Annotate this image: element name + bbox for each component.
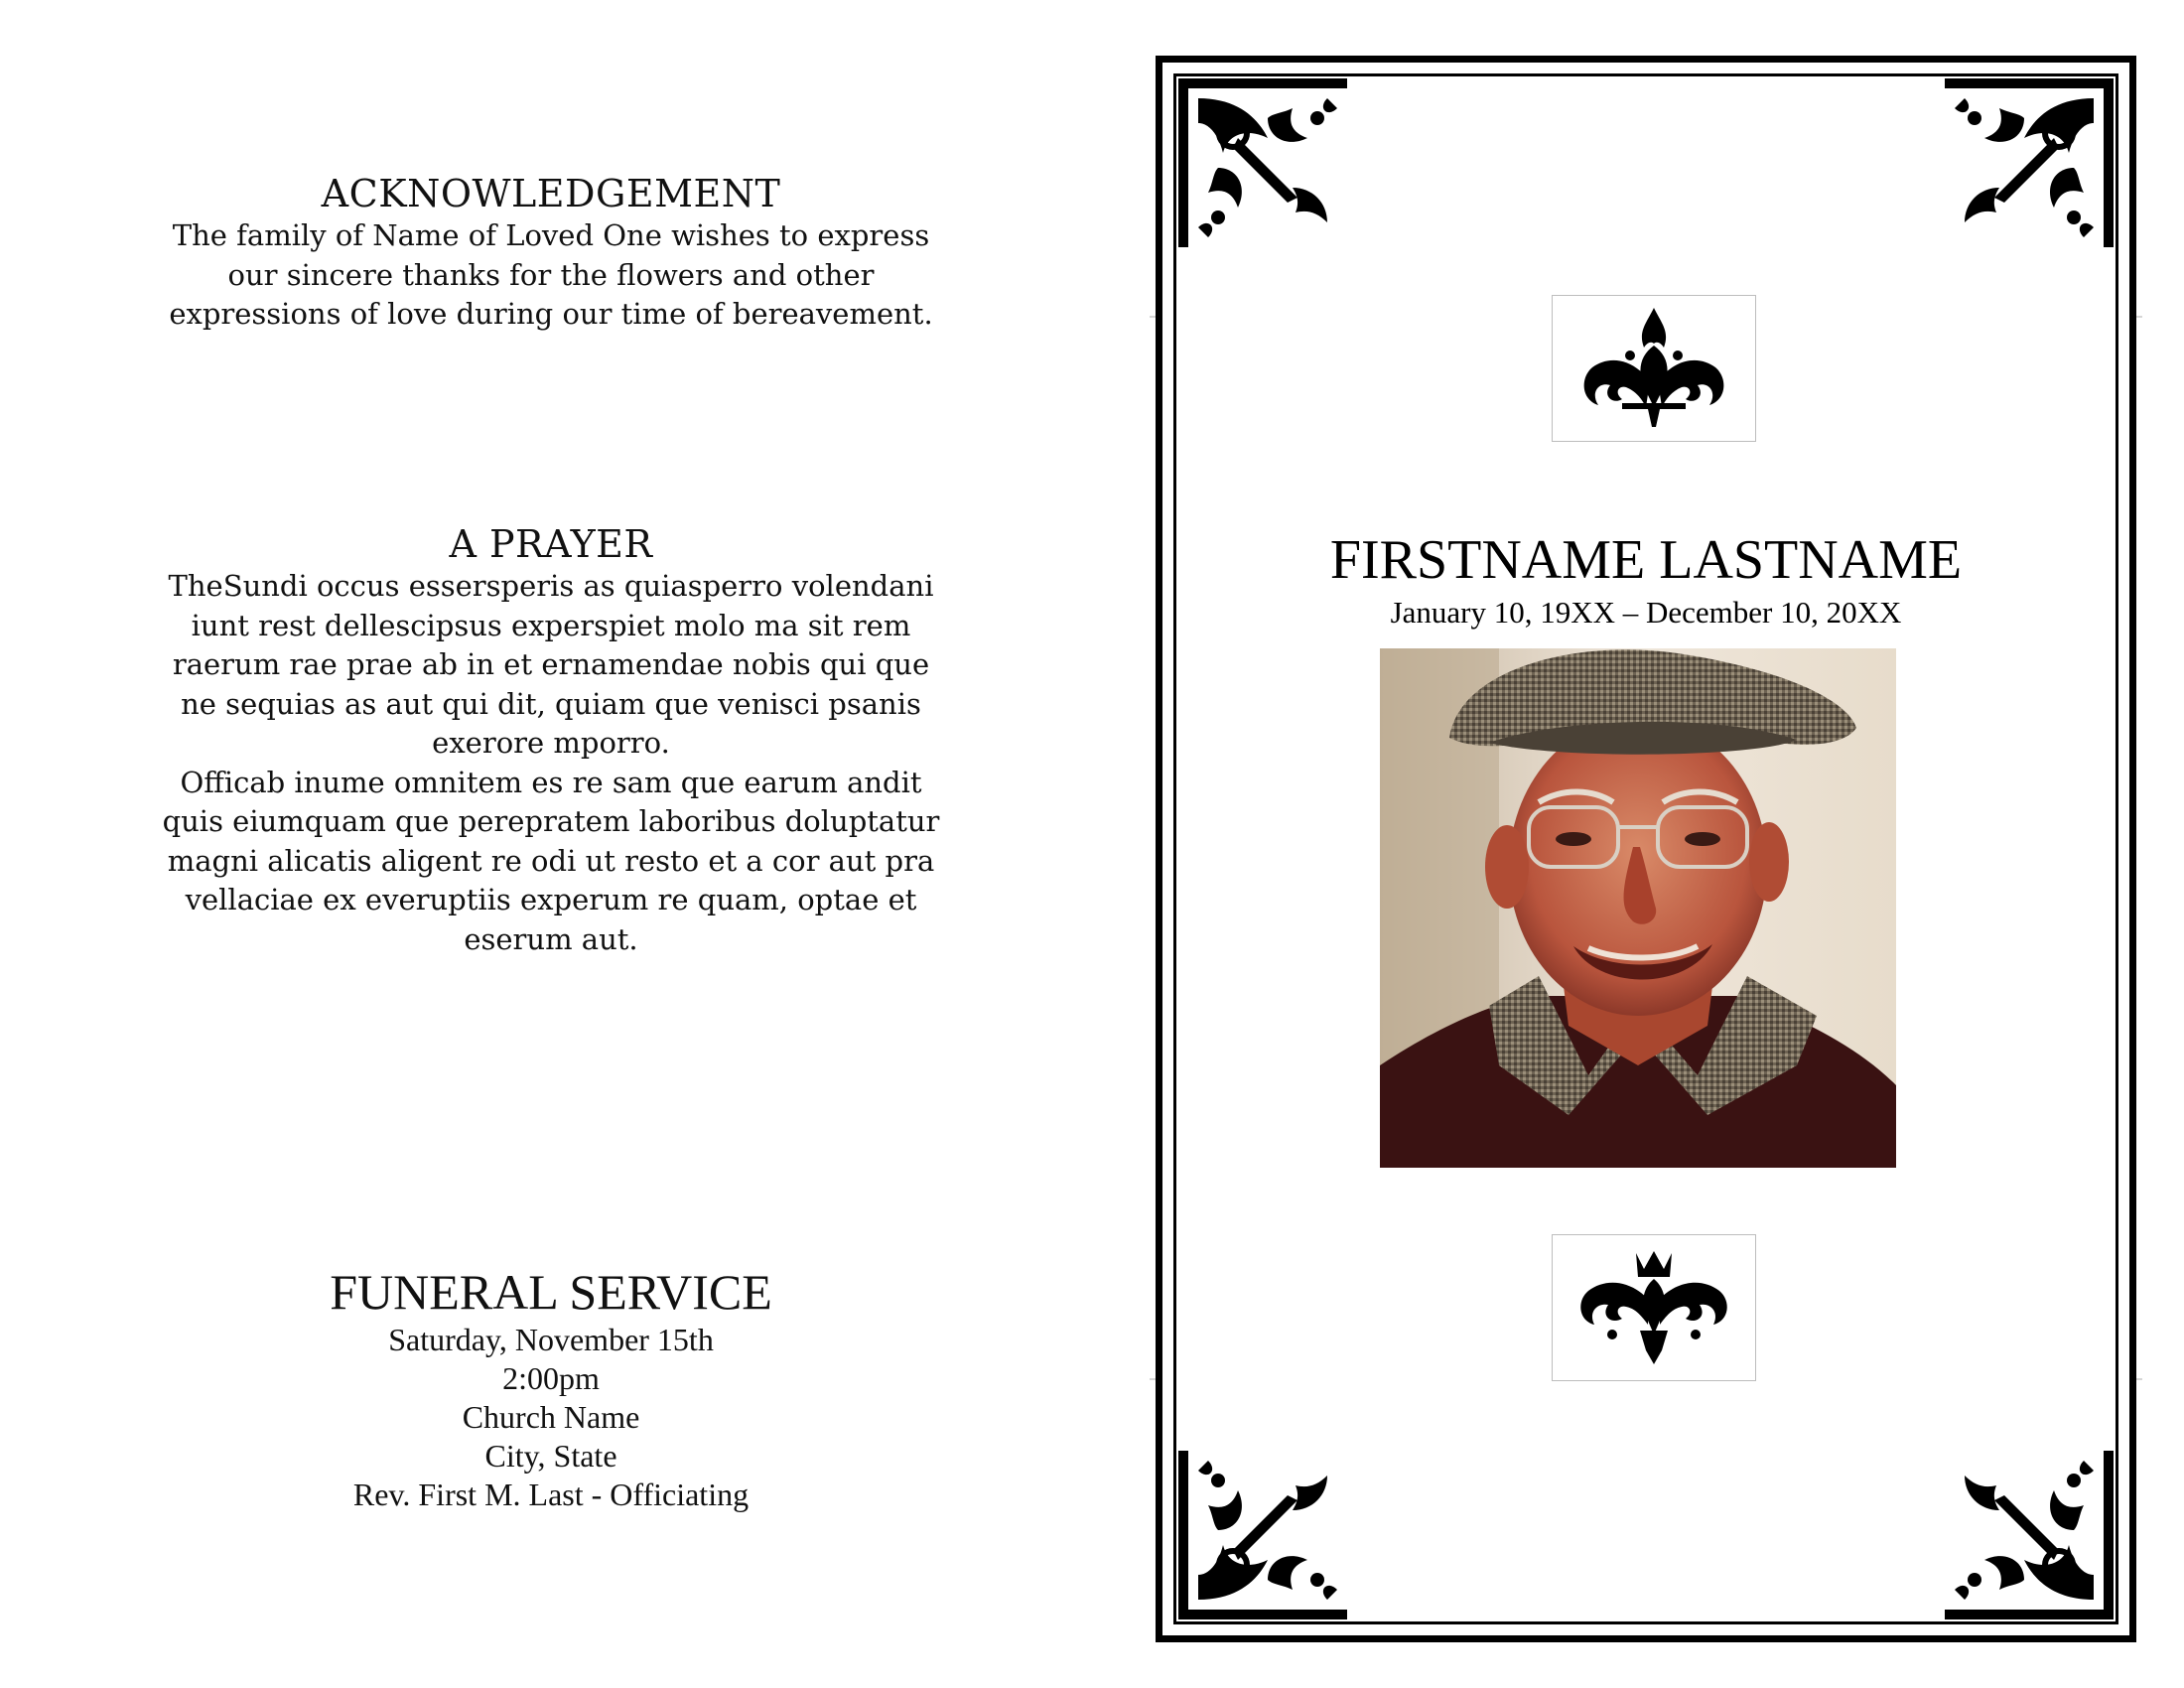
prayer-heading: A PRAYER (449, 522, 653, 566)
service-church: Church Name (462, 1399, 640, 1435)
flourish-corner-icon (1945, 78, 2114, 247)
life-dates: January 10, 19XX – December 10, 20XX (1390, 595, 1902, 630)
flourish-corner-icon (1178, 1451, 1347, 1619)
service-location: City, State (484, 1438, 617, 1474)
prayer-section (159, 521, 943, 959)
bottom-ornament-frame (1552, 1234, 1756, 1381)
flourish-corner-icon (1178, 78, 1347, 247)
funeral-service-section (159, 1263, 943, 1514)
prayer-line: TheSundi occus essersperis as quiasperro volendani (168, 569, 934, 603)
prayer-line: magni alicatis aligent re odi ut resto et a cor aut pra (167, 843, 935, 878)
prayer-line: exerore mporro. (432, 726, 670, 760)
flourish-corner-icon (1945, 1451, 2114, 1619)
portrait-photo (1380, 648, 1896, 1168)
prayer-line: ne sequias as aut qui dit, quiam que venisci psanis (181, 686, 921, 721)
service-date: Saturday, November 15th (388, 1322, 714, 1357)
prayer-line: iunt rest dellescipsus experspiet molo ma sit rem (191, 608, 911, 642)
prayer-line: quis eiumquam que perepratem laboribus doluptatur (162, 804, 940, 838)
deceased-name: FIRSTNAME LASTNAME (1329, 529, 1963, 591)
fleur-de-lis-ornament-icon (1553, 296, 1755, 441)
acknowledgement-line: our sincere thanks for the flowers and other (227, 257, 875, 292)
funeral-service-details (159, 1321, 943, 1514)
prayer-text (159, 567, 943, 959)
funeral-service-heading: FUNERAL SERVICE (330, 1264, 772, 1320)
acknowledgement-section (159, 171, 943, 335)
prayer-line: raerum rae prae ab in et ernamendae nobis qui que (172, 647, 930, 681)
prayer-line: eserum aut. (464, 921, 638, 956)
acknowledgement-text (159, 216, 943, 335)
acknowledgement-heading: ACKNOWLEDGEMENT (321, 172, 781, 215)
prayer-line: vellaciae ex everuptiis experum re quam, optae et (185, 883, 917, 916)
acknowledgement-line: The family of Name of Loved One wishes to express (172, 218, 930, 252)
service-time: 2:00pm (502, 1360, 600, 1396)
prayer-line: Officab inume omnitem es re sam que earum andit (180, 765, 922, 799)
acknowledgement-line: expressions of love during our time of bereavement. (169, 297, 933, 331)
crown-scroll-ornament-icon (1553, 1235, 1755, 1380)
service-officiant: Rev. First M. Last - Officiating (352, 1477, 750, 1512)
top-ornament-frame (1552, 295, 1756, 442)
